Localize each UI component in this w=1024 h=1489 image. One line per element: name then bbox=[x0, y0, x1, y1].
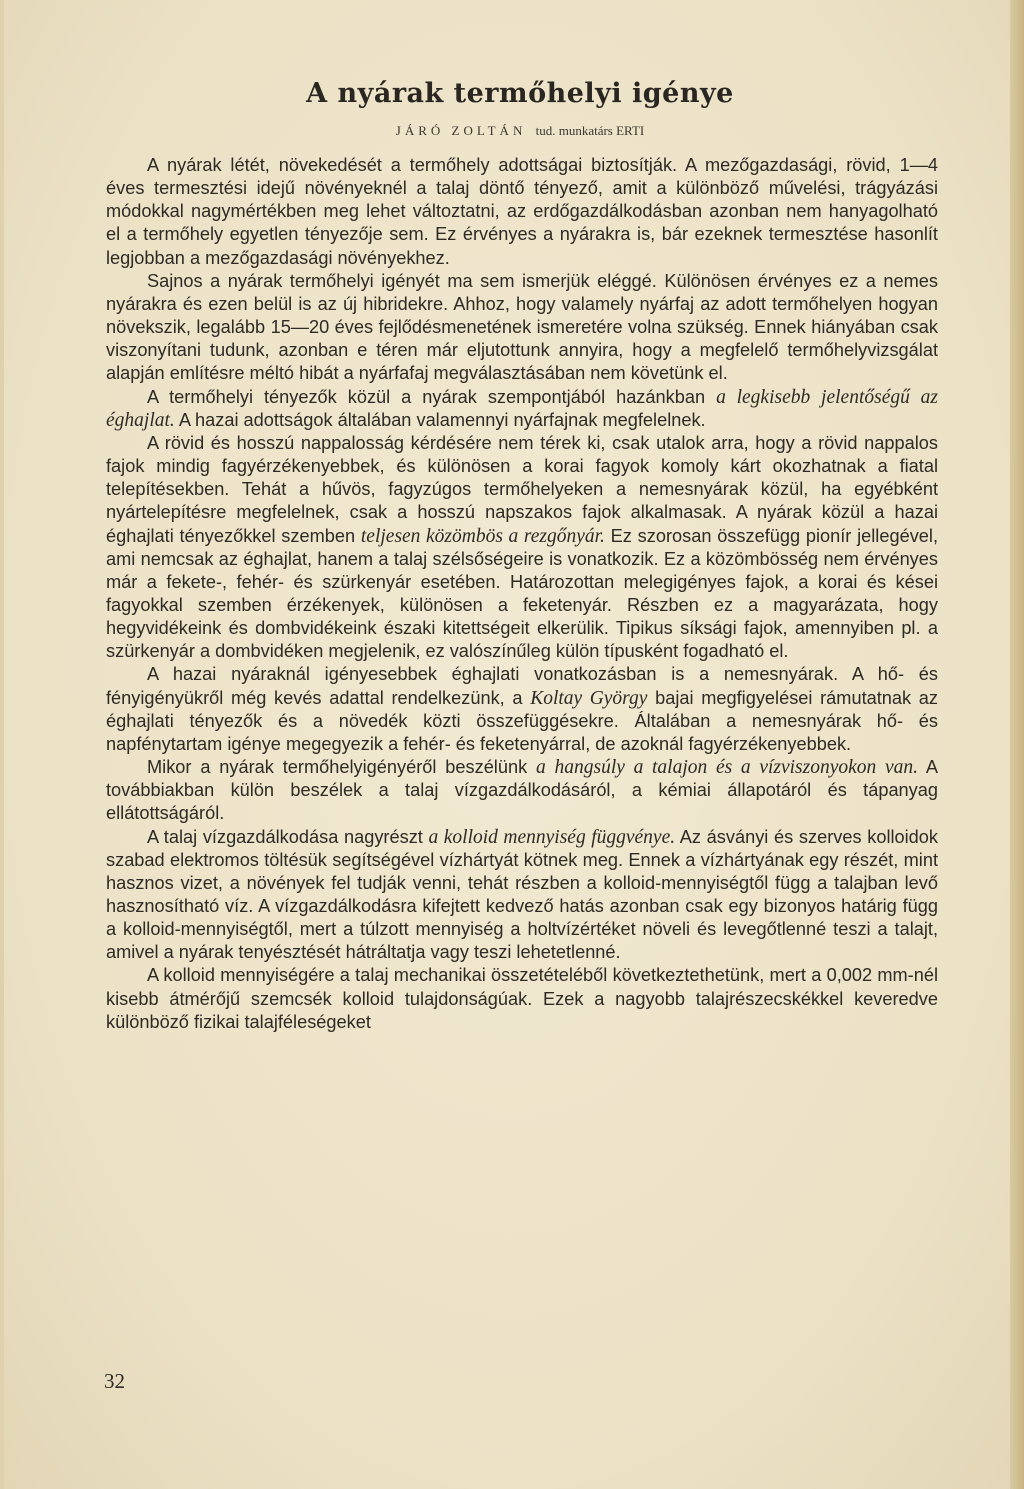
page-number: 32 bbox=[104, 1369, 125, 1393]
body-paragraph bbox=[106, 432, 938, 664]
body-paragraph bbox=[106, 964, 938, 1033]
body-paragraph bbox=[106, 270, 938, 386]
paragraph-text: Sajnos a nyárak termőhelyi igényét ma sem ismerjük eléggé. Különösen érvényes ez a nemes nyárakra és ezen belül is az új hibridekre. Ahhoz, hogy valamely nyárfaj az adott termőhelyen hogyan növekszik, legalább 15—20 éves fejlődésmenetének ismeretére volna szükség. Ennek hiányában csak viszonyítani tudunk, azonban e téren már eljutottunk annyira, hogy a megfelelő termőhelyvizsgálat alapján említésre méltó hibát a nyárfafaj megválasztásában nem követünk el. bbox=[106, 270, 938, 384]
paragraph-text: A hazai adottságok általában valamennyi nyárfajnak megfelelnek. bbox=[174, 409, 706, 430]
article-body bbox=[106, 154, 938, 1034]
paragraph-text: A továbbiakban külön beszélek a talaj vízgazdálkodásáról, a kémiai állapotáról és tápanyag ellátottságáról. bbox=[106, 757, 939, 824]
paragraph-text: A rövid és hosszú nappalosság kérdésére nem térek ki, csak utalok arra, hogy a rövid nappalos fajok mindig fagyérzékenyebbek, és különösen a korai fagyok komoly kárt okozhatnak a fiatal telepítésekben. Tehát a hűvös, fagyzúgos termőhelyeken a nemesnyárak közül, ha egyébként nyártelepítésre megfelelnek, csak a hosszú napszakos fajok alkalmasak. A nyárak közül a hazai éghajlati tényezőkkel szemben bbox=[106, 432, 938, 546]
emphasized-text: Koltay György bbox=[530, 687, 648, 709]
emphasized-text: a legkisebb jelentőségű az éghajlat. bbox=[106, 386, 938, 431]
page-left-edge bbox=[0, 0, 4, 1489]
paragraph-text: A talaj vízgazdálkodása nagyrészt bbox=[147, 826, 429, 847]
author-byline bbox=[0, 123, 1024, 139]
article-title: A nyárak termőhelyi igénye bbox=[306, 78, 734, 109]
paragraph-text: A hazai nyáraknál igényesebbek éghajlati vonatkozásban is a nemesnyárak. A hő- és fényigényükről még kevés adattal rendelkezünk, a bbox=[106, 664, 938, 708]
author-role: tud. munkatárs ERTI bbox=[535, 123, 645, 138]
body-paragraph bbox=[106, 756, 938, 825]
paragraph-text: bajai megfigyelései rámutatnak az éghajlati tényezők és a növedék közti összefüggésekre. Általában a nemesnyárak hő- és napfénytartam igénye megegyezik a fehér- és feketenyárral, de azoknál fagyérzékenyebbek. bbox=[106, 687, 938, 754]
paragraph-text: A termőhelyi tényezők közül a nyárak szempontjából hazánkban bbox=[147, 386, 717, 407]
emphasized-text: teljesen közömbös a rezgőnyár. bbox=[360, 525, 605, 547]
paragraph-text: A kolloid mennyiségére a talaj mechanikai összetételéből következtethetünk, mert a 0,002 mm-nél kisebb átmérőjű szemcsék kolloid tulajdonságúak. Ezek a nagyobb talajrészecskékkel keveredve különböző fizikai talajféleségeket bbox=[106, 965, 938, 1032]
author-name: JÁRÓ ZOLTÁN bbox=[395, 123, 527, 138]
page-right-edge bbox=[1010, 0, 1024, 1489]
body-paragraph bbox=[106, 663, 938, 756]
paragraph-text: Ez szorosan összefügg pionír jellegével, ami nemcsak az éghajlat, hanem a talaj szélsőségeire is vonatkozik. Ez a közömbösség nem érvényes már a fekete-, fehér- és szürkenyár esetében. Határozottan melegigényes fajok, a korai és kései fagyokkal szemben érzékenyek, különösen a feketenyár. Részben ez a magyarázata, hogy hegyvidékeink és dombvidékeink északi kitettségeit elkerülik. Tipikus síksági fajok, amennyiben pl. a szürkenyár a dombvidéken megjelenik, ez valószínűleg külön típusként fogadható el. bbox=[106, 525, 938, 662]
emphasized-text: a kolloid mennyiség függvénye. bbox=[428, 826, 676, 848]
body-paragraph bbox=[106, 154, 938, 270]
body-paragraph bbox=[106, 386, 938, 432]
paragraph-text: Az ásványi és szerves kolloidok szabad elektromos töltésük segítségével vízhártyát kötnek meg. Ennek a vízhártyának egy részét, mint hasznos vizet, a növények fel tudják venni, tehát részben a kolloid-mennyiségtől függ a talajban levő hasznosítható víz. A vízgazdálkodásra kifejtett kedvező hatás azonban csak egy bizonyos határig függ a kolloid-mennyiségtől, mert a túlzott mennyiség a holtvízértéket növeli és levegőtlenné teszi a talajt, amivel a nyárak tenyésztését hátráltatja vagy teszi lehetetlenné. bbox=[106, 826, 939, 963]
paragraph-text: Mikor a nyárak termőhelyigényéről beszélünk bbox=[147, 757, 537, 778]
body-paragraph bbox=[106, 826, 938, 965]
emphasized-text: a hangsúly a talajon és a vízviszonyokon van. bbox=[536, 757, 919, 779]
paragraph-text: A nyárak létét, növekedését a termőhely adottságai biztosítják. A mezőgazdasági, rövid, 1—4 éves termesztési idejű növényeknél a talaj döntő tényező, amit a különböző művelési, trágyázási módokkal nagymértékben meg lehet változtatni, az erdőgazdálkodásban azonban nem hanyagolható el a termőhely egyetlen tényezője sem. Ez érvényes a nyárakra is, bár ezeknek termesztése hasonlít legjobban a mezőgazdasági növényekhez. bbox=[106, 155, 938, 268]
